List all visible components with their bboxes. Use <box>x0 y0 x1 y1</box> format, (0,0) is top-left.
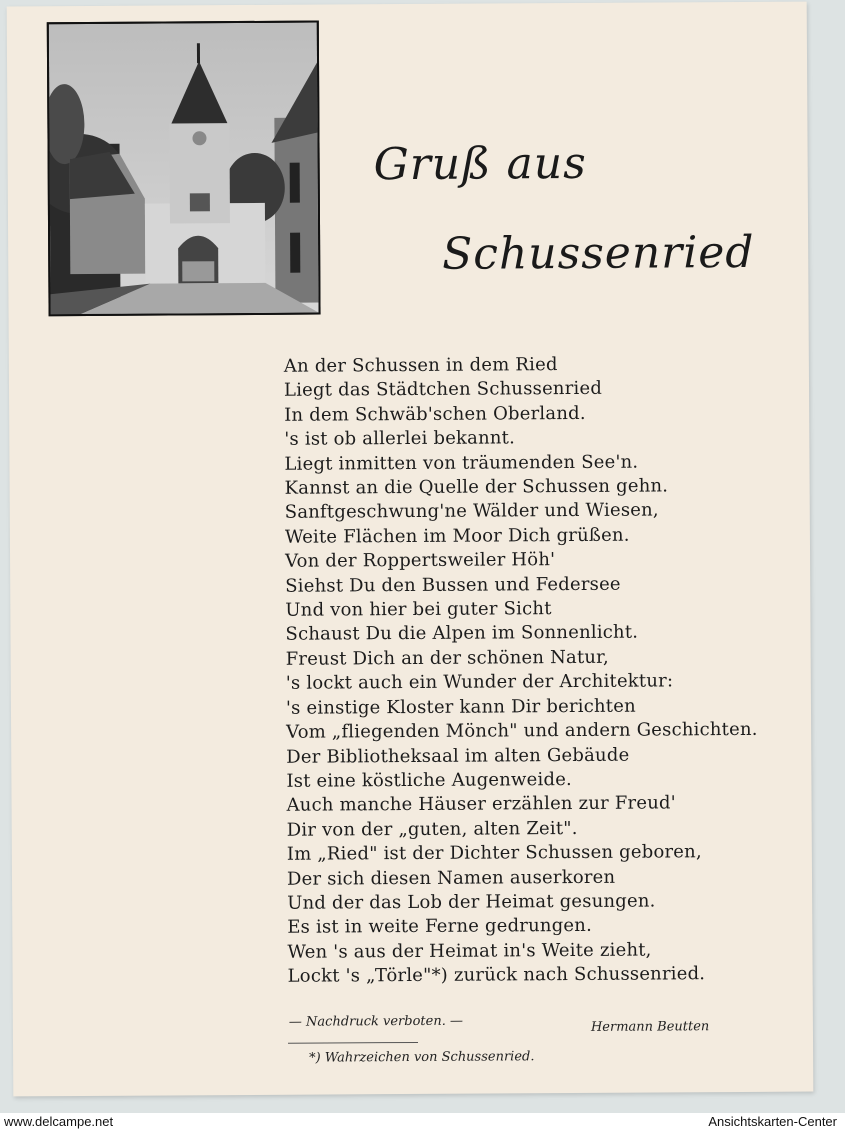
seller-label: Ansichtskarten-Center <box>708 1114 837 1129</box>
poem-line: Wen 's aus der Heimat in's Weite zieht, <box>287 939 652 963</box>
footnote-divider <box>288 1042 418 1044</box>
poem-line: Kannst an die Quelle der Schussen gehn. <box>284 475 669 499</box>
poem-line: Und von hier bei guter Sicht <box>285 598 552 621</box>
watermark-bar <box>0 1113 845 1131</box>
poem-line: Freust Dich an der schönen Natur, <box>285 646 609 670</box>
poem-line: Und der das Lob der Heimat gesungen. <box>287 890 656 914</box>
poem-line: Der Bibliotheksaal im alten Gebäude <box>286 744 630 768</box>
poem-line: Weite Flächen im Moor Dich grüßen. <box>284 524 630 548</box>
poem-line: Sanftgeschwung'ne Wälder und Wiesen, <box>284 499 659 524</box>
town-name-heading: Schussenried <box>442 226 755 280</box>
poem-line: Dir von der „guten, alten Zeit". <box>286 817 578 841</box>
poem-line: Von der Roppertsweiler Höh' <box>285 549 556 573</box>
author-name: Hermann Beutten <box>590 1019 710 1035</box>
poem-line: Liegt inmitten von träumenden See'n. <box>284 451 639 475</box>
poem-line: Liegt das Städtchen Schussenried <box>283 378 603 402</box>
poem-line: Schaust Du die Alpen im Sonnenlicht. <box>285 622 639 646</box>
poem-line: Vom „fliegenden Mönch" und andern Geschichten. <box>286 718 758 743</box>
poem-line: Ist eine köstliche Augenweide. <box>286 768 573 792</box>
poem-line: 's einstige Kloster kann Dir berichten <box>285 695 636 719</box>
town-gate-photo <box>47 21 321 317</box>
footnote: *) Wahrzeichen von Schussenried. <box>309 1049 535 1066</box>
postcard <box>7 2 814 1097</box>
poem-line: Im „Ried" ist der Dichter Schussen geboren, <box>286 841 702 865</box>
poem-line: 's lockt auch ein Wunder der Architektur: <box>285 670 674 695</box>
poem-line: 's ist ob allerlei bekannt. <box>284 427 516 450</box>
poem-line: Auch manche Häuser erzählen zur Freud' <box>286 792 676 817</box>
reprint-notice: — Nachdruck verboten. — <box>288 1013 464 1030</box>
poem-line: In dem Schwäb'schen Oberland. <box>284 402 586 426</box>
greeting-heading: Gruß aus <box>373 137 587 191</box>
poem-line: Der sich diesen Namen auserkoren <box>286 866 616 890</box>
source-site-label: www.delcampe.net <box>4 1114 114 1129</box>
poem-line: An der Schussen in dem Ried <box>283 354 558 377</box>
poem-line: Es ist in weite Ferne gedrungen. <box>287 915 593 939</box>
poem-line: Lockt 's „Törle"*) zurück nach Schussenried. <box>287 963 706 987</box>
poem-line: Siehst Du den Bussen und Federsee <box>285 573 621 597</box>
town-gate-illustration <box>49 23 319 315</box>
poem <box>284 352 788 990</box>
